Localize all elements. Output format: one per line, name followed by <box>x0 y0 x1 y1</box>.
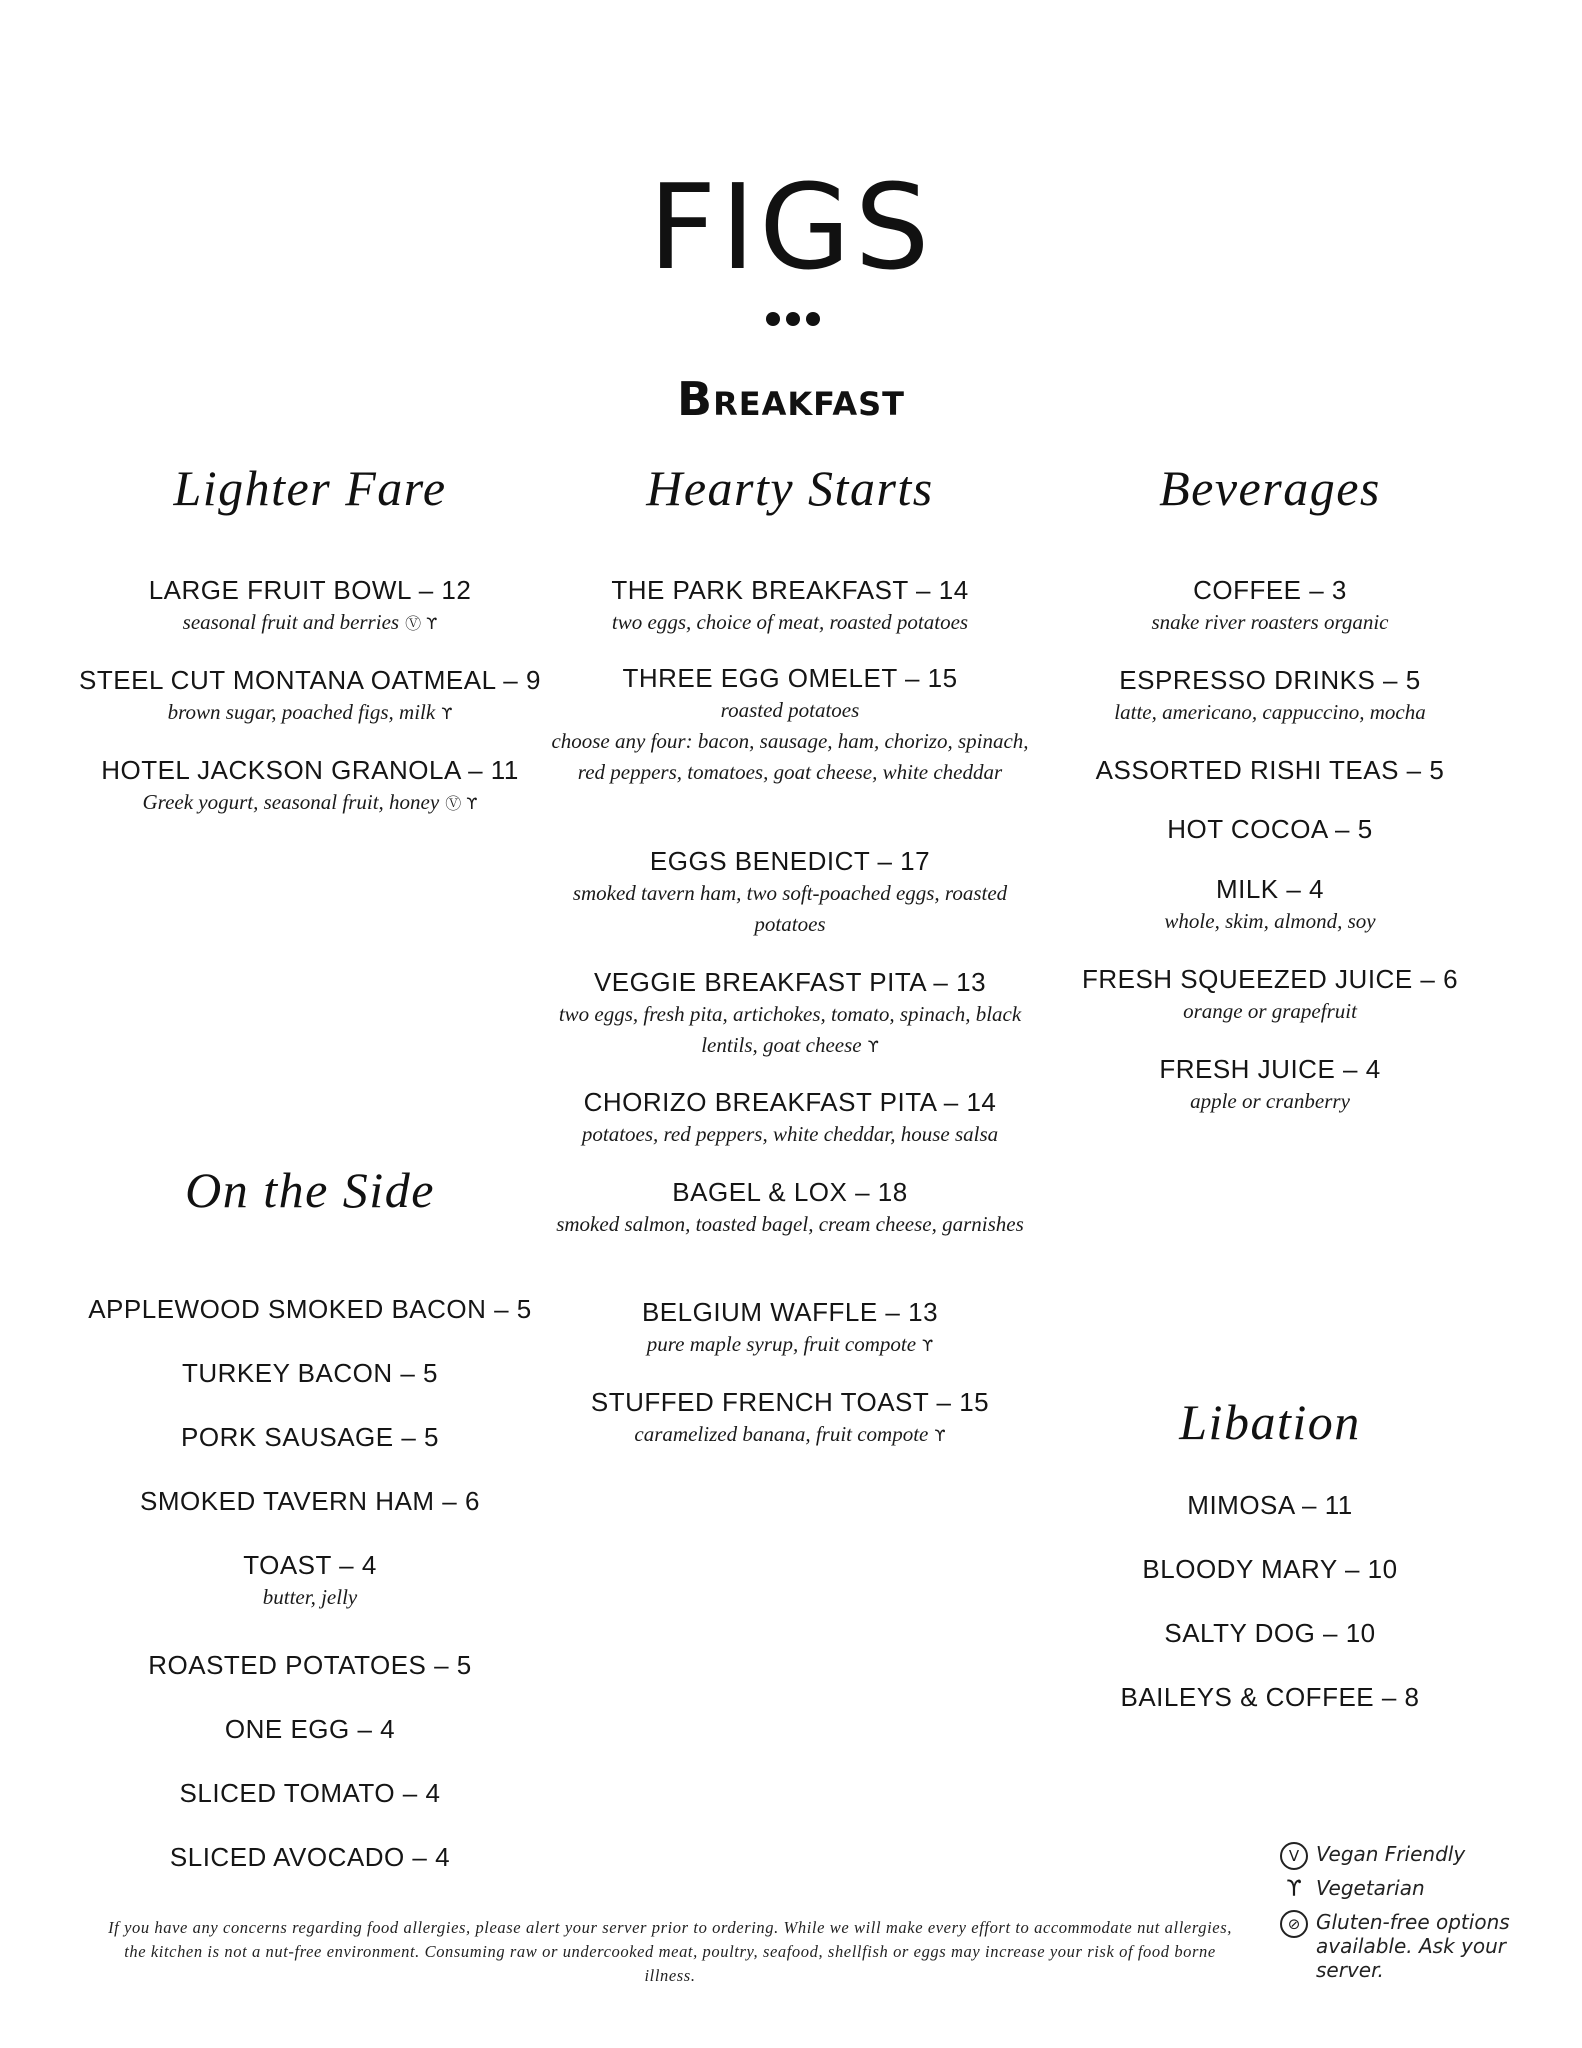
item-desc: brown sugar, poached figs, milk <box>167 700 436 724</box>
diet-marks-icon: Ⓥ ϒ <box>405 614 438 633</box>
hearty-item <box>540 1385 1040 1451</box>
item-desc: smoked tavern ham, two soft-poached eggs, roasted potatoes <box>572 881 1008 936</box>
dietary-legend <box>1280 1842 1570 1988</box>
vegetarian-mark-icon: ϒ <box>934 1426 946 1445</box>
lighter-fare-section <box>50 458 570 518</box>
vegetarian-mark-icon: ϒ <box>867 1037 879 1056</box>
item-name: BLOODY MARY – 10 <box>1142 1554 1398 1584</box>
item-desc: Greek yogurt, seasonal fruit, honey <box>142 790 440 814</box>
side-item <box>50 1712 570 1746</box>
item-desc-options: choose any four: bacon, sausage, ham, chorizo, spinach, red peppers, tomatoes, goat cheese, white cheddar <box>551 729 1029 784</box>
diet-marks-icon: ϒ <box>441 704 453 723</box>
beverage-item <box>1010 812 1530 846</box>
legend-vegan <box>1280 1842 1570 1870</box>
item-name: TURKEY BACON – 5 <box>181 1358 439 1388</box>
beverage-item <box>1010 1052 1530 1117</box>
side-item <box>50 1420 570 1454</box>
page-title: Breakfast <box>677 372 905 426</box>
item-name: STEEL CUT MONTANA OATMEAL – 9 <box>79 665 541 695</box>
side-item <box>50 1292 570 1326</box>
item-name: BELGIUM WAFFLE – 13 <box>641 1297 939 1327</box>
hearty-item <box>540 573 1040 638</box>
item-name: TOAST – 4 <box>243 1550 377 1580</box>
vegetarian-mark-icon: ϒ <box>922 1336 934 1355</box>
beverage-item <box>1010 753 1530 787</box>
item-name: MIMOSA – 11 <box>1187 1490 1353 1520</box>
hearty-item <box>540 661 1040 788</box>
item-name: EGGS BENEDICT – 17 <box>649 846 931 876</box>
item-name: SLICED TOMATO – 4 <box>179 1778 441 1808</box>
hearty-starts-section <box>540 458 1040 518</box>
on-the-side-title: On the Side <box>185 1162 435 1218</box>
hearty-item <box>540 844 1040 940</box>
item-name: THE PARK BREAKFAST – 14 <box>611 575 969 605</box>
libation-section <box>1010 1392 1530 1452</box>
item-desc: pure maple syrup, fruit compote <box>646 1332 917 1356</box>
diet-marks-icon: Ⓥ ϒ <box>445 794 478 813</box>
gluten-free-icon: ⊘ <box>1280 1910 1308 1938</box>
item-name: BAGEL & LOX – 18 <box>672 1177 908 1207</box>
item-name: MILK – 4 <box>1215 874 1325 904</box>
libation-title: Libation <box>1179 1394 1361 1450</box>
item-desc: roasted potatoes <box>720 698 860 722</box>
item-desc: whole, skim, almond, soy <box>1164 909 1376 933</box>
beverage-item <box>1010 573 1530 638</box>
hearty-item <box>540 1295 1040 1361</box>
item-desc: seasonal fruit and berries <box>182 610 400 634</box>
on-the-side-section <box>50 1160 570 1220</box>
item-name: SALTY DOG – 10 <box>1164 1618 1376 1648</box>
hearty-item <box>540 1175 1040 1240</box>
item-name: HOTEL JACKSON GRANOLA – 11 <box>101 755 519 785</box>
libation-item <box>1010 1552 1530 1586</box>
item-desc: snake river roasters organic <box>1151 610 1389 634</box>
side-item <box>50 1776 570 1810</box>
beverage-item <box>1010 872 1530 937</box>
figs-logo: FIGS <box>648 158 934 296</box>
libation-item <box>1010 1488 1530 1522</box>
item-desc: potatoes, red peppers, white cheddar, house salsa <box>581 1122 999 1146</box>
item-desc: two eggs, choice of meat, roasted potatoes <box>611 610 969 634</box>
item-name: LARGE FRUIT BOWL – 12 <box>148 575 472 605</box>
item-name: COFFEE – 3 <box>1193 575 1347 605</box>
legend-gluten-free <box>1280 1910 1570 1982</box>
item-name: HOT COCOA – 5 <box>1167 814 1373 844</box>
side-item <box>50 1840 570 1874</box>
legend-vegetarian <box>1280 1876 1570 1904</box>
item-name: VEGGIE BREAKFAST PITA – 13 <box>593 967 987 997</box>
vegetarian-icon: ϒ <box>1286 1877 1302 1902</box>
item-name: THREE EGG OMELET – 15 <box>622 663 958 693</box>
lighter-fare-item <box>50 573 570 639</box>
beverage-item <box>1010 962 1530 1027</box>
libation-item <box>1010 1616 1530 1650</box>
side-item <box>50 1484 570 1518</box>
item-name: APPLEWOOD SMOKED BACON – 5 <box>88 1294 532 1324</box>
hearty-item <box>540 965 1040 1062</box>
item-desc: orange or grapefruit <box>1183 999 1357 1023</box>
item-name: ESPRESSO DRINKS – 5 <box>1119 665 1421 695</box>
item-desc: latte, americano, cappuccino, mocha <box>1114 700 1426 724</box>
legend-vegan-label: Vegan Friendly <box>1316 1842 1466 1866</box>
legend-gluten-free-label: Gluten-free options available. Ask your server. <box>1316 1910 1510 1982</box>
legend-vegetarian-label: Vegetarian <box>1316 1876 1425 1900</box>
item-name: ASSORTED RISHI TEAS – 5 <box>1095 755 1445 785</box>
item-name: SMOKED TAVERN HAM – 6 <box>140 1486 480 1516</box>
side-item <box>50 1548 570 1613</box>
allergy-disclaimer: If you have any concerns regarding food allergies, please alert your server prior to ordering. While we will make every effort to accommodate nut allergies, the kitchen is not a nut-free environment. Consuming raw or undercooked meat, poultry, seafood, shellfish or eggs may increase your risk of food borne illness. <box>108 1918 1232 1985</box>
lighter-fare-item <box>50 753 570 819</box>
beverage-item <box>1010 663 1530 728</box>
item-name: STUFFED FRENCH TOAST – 15 <box>590 1387 990 1417</box>
item-name: ONE EGG – 4 <box>224 1714 396 1744</box>
item-name: PORK SAUSAGE – 5 <box>181 1422 439 1452</box>
item-name: FRESH SQUEEZED JUICE – 6 <box>1081 964 1459 994</box>
side-item <box>50 1356 570 1390</box>
side-item <box>50 1648 570 1682</box>
lighter-fare-title: Lighter Fare <box>173 460 447 516</box>
item-name: ROASTED POTATOES – 5 <box>148 1650 472 1680</box>
item-name: FRESH JUICE – 4 <box>1159 1054 1381 1084</box>
item-name: BAILEYS & COFFEE – 8 <box>1120 1682 1420 1712</box>
beverages-title: Beverages <box>1159 460 1381 516</box>
item-desc: apple or cranberry <box>1190 1089 1350 1113</box>
item-desc: butter, jelly <box>262 1585 358 1609</box>
hearty-item <box>540 1085 1040 1150</box>
libation-item <box>1010 1680 1530 1714</box>
logo-dots-icon <box>748 312 838 328</box>
item-name: SLICED AVOCADO – 4 <box>169 1842 451 1872</box>
vegan-icon: V <box>1280 1842 1308 1870</box>
beverages-section <box>1010 458 1530 518</box>
item-desc: two eggs, fresh pita, artichokes, tomato, spinach, black lentils, goat cheese <box>558 1002 1022 1057</box>
lighter-fare-item <box>50 663 570 729</box>
item-desc: caramelized banana, fruit compote <box>634 1422 929 1446</box>
item-desc: smoked salmon, toasted bagel, cream cheese, garnishes <box>556 1212 1024 1236</box>
hearty-starts-title: Hearty Starts <box>646 460 934 516</box>
item-name: CHORIZO BREAKFAST PITA – 14 <box>583 1087 997 1117</box>
